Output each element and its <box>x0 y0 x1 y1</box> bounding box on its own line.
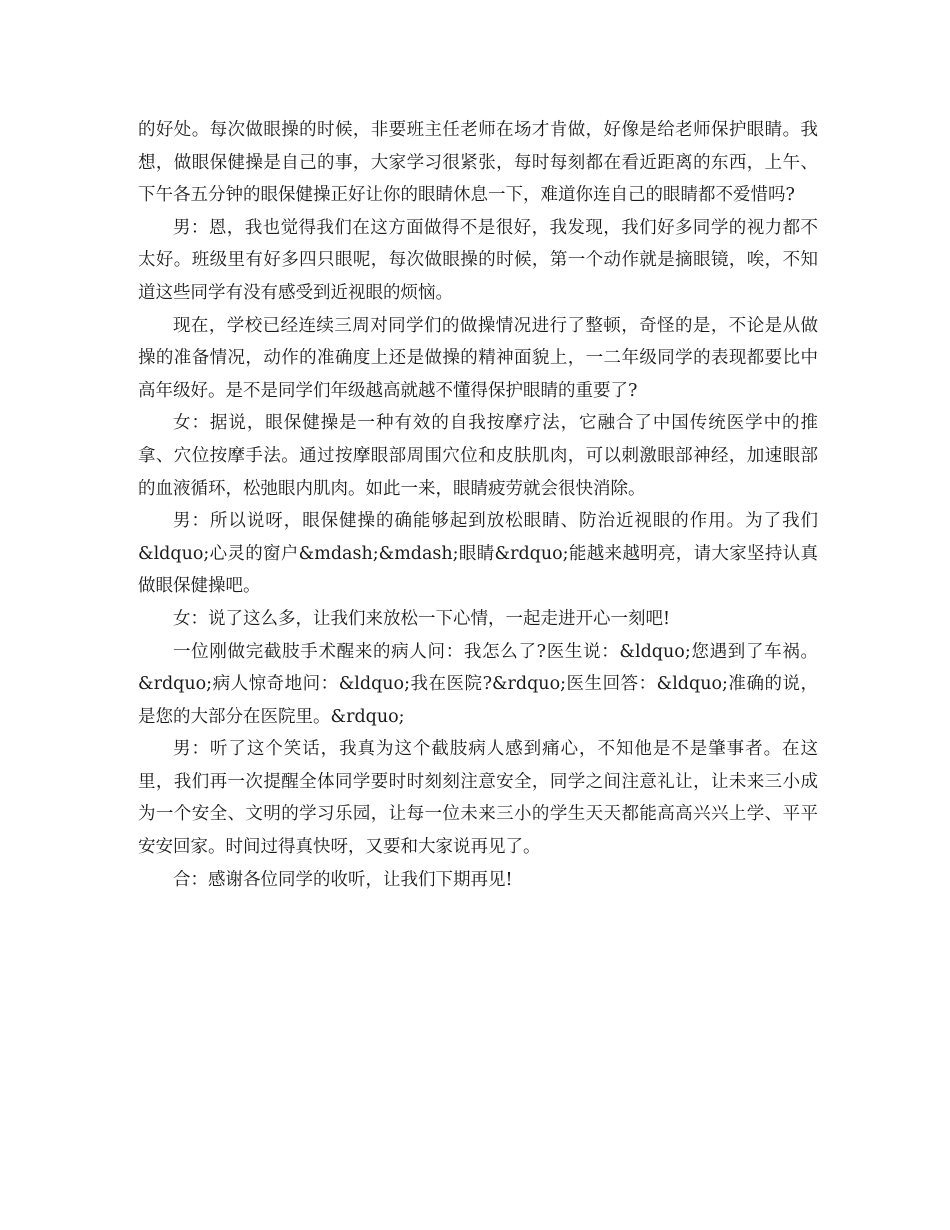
document-body <box>138 114 818 896</box>
paragraph-9: 合：感谢各位同学的收听，让我们下期再见! <box>173 869 513 890</box>
paragraph-2: 男：恩，我也觉得我们在这方面做得不是很好，我发现，我们好多同学的视力都不太好。班级里有好多四只眼呢，每次做眼操的时候，第一个动作就是摘眼镜，唉，不知道这些同学有没有感受到近视眼的烦恼。 <box>138 217 818 303</box>
paragraph-5: 男：所以说呀，眼保健操的确能够起到放松眼睛、防治近视眼的作用。为了我们&ldquo;心灵的窗户&mdash;&mdash;眼睛&rdquo;能越来越明亮，请大家坚持认真做眼保健操吧。 <box>138 511 818 597</box>
paragraph-7: 一位刚做完截肢手术醒来的病人问：我怎么了?医生说：&ldquo;您遇到了车祸。&rdquo;病人惊奇地问：&ldquo;我在医院?&rdquo;医生回答：&ldquo;准确的说，是您的大部分在医院里。&rdquo; <box>138 641 818 727</box>
paragraph-3: 现在，学校已经连续三周对同学们的做操情况进行了整顿，奇怪的是，不论是从做操的准备情况，动作的准确度上还是做操的精神面貌上，一二年级同学的表现都要比中高年级好。是不是同学们年级越高就越不懂得保护眼睛的重要了? <box>138 315 818 401</box>
paragraph-8: 男：听了这个笑话，我真为这个截肢病人感到痛心，不知他是不是肇事者。在这里，我们再一次提醒全体同学要时时刻刻注意安全，同学之间注意礼让，让未来三小成为一个安全、文明的学习乐园，让每一位未来三小的学生天天都能高高兴兴上学、平平安安回家。时间过得真快呀，又要和大家说再见了。 <box>138 739 818 858</box>
paragraph-1: 的好处。每次做眼操的时候，非要班主任老师在场才肯做，好像是给老师保护眼睛。我想，做眼保健操是自己的事，大家学习很紧张，每时每刻都在看近距离的东西，上午、下午各五分钟的眼保健操正好让你的眼睛休息一下，难道你连自己的眼睛都不爱惜吗? <box>138 120 818 206</box>
paragraph-6: 女：说了这么多，让我们来放松一下心情，一起走进开心一刻吧! <box>173 608 671 629</box>
paragraph-4: 女：据说，眼保健操是一种有效的自我按摩疗法，它融合了中国传统医学中的推拿、穴位按摩手法。通过按摩眼部周围穴位和皮肤肌肉，可以刺激眼部神经，加速眼部的血液循环，松弛眼内肌肉。如此一来，眼睛疲劳就会很快消除。 <box>138 413 818 499</box>
